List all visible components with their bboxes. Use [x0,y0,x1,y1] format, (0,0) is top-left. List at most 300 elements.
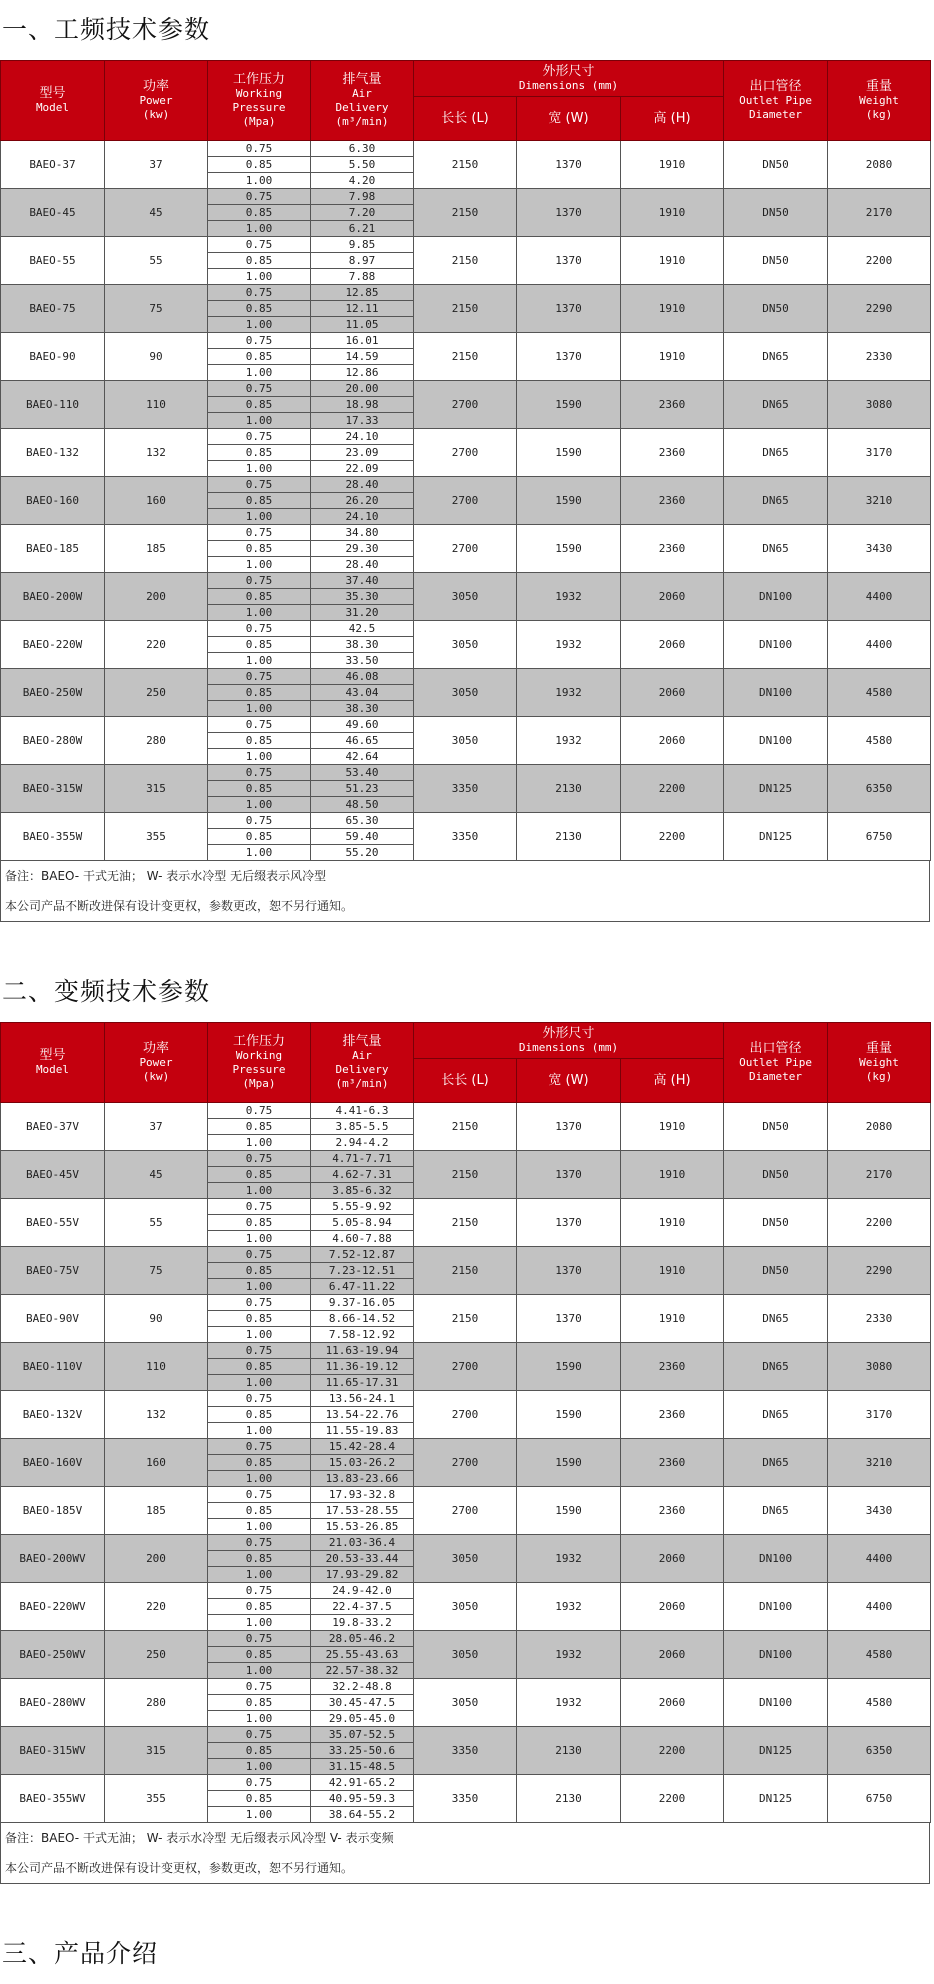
height-cell: 2360 [621,1391,724,1439]
length-cell: 3350 [414,765,517,813]
pressure-cell: 1.00 [208,557,311,573]
header-dimensions [414,61,724,97]
power-cell: 45 [105,189,208,237]
header-weight [828,1023,931,1103]
table-row [1,1247,931,1263]
width-cell: 1370 [517,1103,621,1151]
pressure-cell: 0.75 [208,1295,311,1311]
width-cell: 1370 [517,1199,621,1247]
length-cell: 3050 [414,669,517,717]
air-delivery-cell: 21.03-36.4 [311,1535,414,1551]
pressure-cell: 0.75 [208,1247,311,1263]
notes-box [0,1823,930,1884]
width-cell: 1932 [517,573,621,621]
weight-cell: 4580 [828,717,931,765]
length-cell: 3350 [414,1775,517,1823]
air-delivery-cell: 26.20 [311,493,414,509]
header-pipe-en1: Outlet Pipe [739,93,812,107]
pressure-cell: 0.75 [208,1535,311,1551]
power-cell: 37 [105,141,208,189]
power-cell: 160 [105,477,208,525]
weight-cell: 4580 [828,1679,931,1727]
air-delivery-cell: 4.71-7.71 [311,1151,414,1167]
weight-cell: 2330 [828,1295,931,1343]
length-cell: 2150 [414,333,517,381]
table-row [1,429,931,445]
length-cell: 2150 [414,189,517,237]
air-delivery-cell: 8.66-14.52 [311,1311,414,1327]
pressure-cell: 0.85 [208,1215,311,1231]
power-cell: 315 [105,1727,208,1775]
air-delivery-cell: 51.23 [311,781,414,797]
pressure-cell: 0.85 [208,157,311,173]
model-cell: BAEO-160V [1,1439,105,1487]
power-cell: 250 [105,669,208,717]
header-length-label: 长长 (L) [441,1072,489,1088]
header-pressure-en1: Working [235,1048,283,1062]
model-cell: BAEO-45 [1,189,105,237]
table-row [1,477,931,493]
model-cell: BAEO-75V [1,1247,105,1295]
outlet-pipe-cell: DN125 [724,765,828,813]
section-gap [0,922,934,962]
header-power [105,1023,208,1103]
pressure-cell: 1.00 [208,269,311,285]
pressure-cell: 1.00 [208,845,311,861]
header-model-en: Model [35,100,70,114]
header-model-cn: 型号 [39,1047,66,1063]
pressure-cell: 0.85 [208,1407,311,1423]
length-cell: 2150 [414,1295,517,1343]
header-height [621,1059,724,1103]
model-cell: BAEO-75 [1,285,105,333]
air-delivery-cell: 7.58-12.92 [311,1327,414,1343]
height-cell: 2360 [621,1439,724,1487]
width-cell: 2130 [517,765,621,813]
model-cell: BAEO-200W [1,573,105,621]
air-delivery-cell: 7.23-12.51 [311,1263,414,1279]
table-row [1,1487,931,1503]
height-cell: 2060 [621,1583,724,1631]
air-delivery-cell: 35.07-52.5 [311,1727,414,1743]
table-row [1,1583,931,1599]
header-power-en: Power [139,1055,173,1069]
model-cell: BAEO-37 [1,141,105,189]
header-outlet-pipe [724,1023,828,1103]
pressure-cell: 1.00 [208,1231,311,1247]
pressure-cell: 0.75 [208,1583,311,1599]
air-delivery-cell: 18.98 [311,397,414,413]
weight-cell: 4400 [828,573,931,621]
width-cell: 1370 [517,141,621,189]
pressure-cell: 0.85 [208,1695,311,1711]
weight-cell: 2290 [828,1247,931,1295]
weight-cell: 2290 [828,285,931,333]
power-cell: 160 [105,1439,208,1487]
weight-cell: 4580 [828,1631,931,1679]
outlet-pipe-cell: DN65 [724,381,828,429]
table-row [1,1151,931,1167]
width-cell: 1370 [517,285,621,333]
pressure-cell: 0.75 [208,1631,311,1647]
outlet-pipe-cell: DN125 [724,1727,828,1775]
air-delivery-cell: 11.55-19.83 [311,1423,414,1439]
model-cell: BAEO-250W [1,669,105,717]
model-cell: BAEO-185 [1,525,105,573]
table-row [1,141,931,157]
air-delivery-cell: 12.11 [311,301,414,317]
length-cell: 3050 [414,1583,517,1631]
air-delivery-cell: 13.83-23.66 [311,1471,414,1487]
air-delivery-cell: 59.40 [311,829,414,845]
height-cell: 1910 [621,1103,724,1151]
pressure-cell: 0.85 [208,637,311,653]
model-cell: BAEO-280W [1,717,105,765]
table-row [1,669,931,685]
pressure-cell: 0.75 [208,813,311,829]
pressure-cell: 0.85 [208,1311,311,1327]
pressure-cell: 1.00 [208,461,311,477]
height-cell: 2060 [621,1631,724,1679]
pressure-cell: 1.00 [208,1663,311,1679]
air-delivery-cell: 25.55-43.63 [311,1647,414,1663]
outlet-pipe-cell: DN65 [724,1487,828,1535]
length-cell: 2700 [414,525,517,573]
air-delivery-cell: 13.54-22.76 [311,1407,414,1423]
model-cell: BAEO-132 [1,429,105,477]
table-row [1,717,931,733]
length-cell: 3350 [414,813,517,861]
pressure-cell: 0.75 [208,477,311,493]
pressure-cell: 1.00 [208,749,311,765]
air-delivery-cell: 40.95-59.3 [311,1791,414,1807]
header-air-en1: Air [352,1048,372,1062]
height-cell: 2200 [621,1775,724,1823]
pressure-cell: 1.00 [208,1279,311,1295]
pressure-cell: 1.00 [208,413,311,429]
header-width [517,1059,621,1103]
model-cell: BAEO-45V [1,1151,105,1199]
header-pressure [208,61,311,141]
table-row [1,189,931,205]
pressure-cell: 1.00 [208,221,311,237]
height-cell: 2060 [621,621,724,669]
power-cell: 280 [105,717,208,765]
header-air-unit: (m³/min) [335,114,389,128]
pressure-cell: 1.00 [208,173,311,189]
air-delivery-cell: 35.30 [311,589,414,605]
air-delivery-cell: 3.85-5.5 [311,1119,414,1135]
weight-cell: 6750 [828,813,931,861]
length-cell: 2700 [414,429,517,477]
width-cell: 1932 [517,1679,621,1727]
weight-cell: 2200 [828,1199,931,1247]
air-delivery-cell: 24.10 [311,509,414,525]
weight-cell: 3430 [828,525,931,573]
height-cell: 1910 [621,333,724,381]
air-delivery-cell: 24.9-42.0 [311,1583,414,1599]
height-cell: 2360 [621,429,724,477]
air-delivery-cell: 4.60-7.88 [311,1231,414,1247]
weight-cell: 4400 [828,1535,931,1583]
header-pressure-cn: 工作压力 [232,1033,285,1049]
air-delivery-cell: 28.40 [311,477,414,493]
outlet-pipe-cell: DN50 [724,285,828,333]
pressure-cell: 0.75 [208,1439,311,1455]
pressure-cell: 1.00 [208,509,311,525]
weight-cell: 2170 [828,1151,931,1199]
pressure-cell: 0.85 [208,301,311,317]
length-cell: 2150 [414,1103,517,1151]
header-weight-en: Weight [859,93,899,107]
pressure-cell: 1.00 [208,1471,311,1487]
pressure-cell: 0.75 [208,1487,311,1503]
pressure-cell: 0.85 [208,493,311,509]
air-delivery-cell: 22.57-38.32 [311,1663,414,1679]
power-cell: 75 [105,1247,208,1295]
height-cell: 2060 [621,669,724,717]
header-outlet-pipe [724,61,828,141]
model-cell: BAEO-110V [1,1343,105,1391]
table-row [1,333,931,349]
pressure-cell: 0.85 [208,1359,311,1375]
header-air-cn: 排气量 [342,71,382,87]
outlet-pipe-cell: DN65 [724,525,828,573]
table-row [1,813,931,829]
pressure-cell: 0.75 [208,525,311,541]
weight-cell: 3170 [828,429,931,477]
height-cell: 1910 [621,1247,724,1295]
weight-cell: 3080 [828,1343,931,1391]
model-cell: BAEO-315WV [1,1727,105,1775]
power-cell: 55 [105,1199,208,1247]
air-delivery-cell: 6.21 [311,221,414,237]
air-delivery-cell: 7.88 [311,269,414,285]
length-cell: 3050 [414,717,517,765]
pressure-cell: 0.75 [208,1391,311,1407]
air-delivery-cell: 32.2-48.8 [311,1679,414,1695]
length-cell: 2700 [414,1487,517,1535]
height-cell: 2360 [621,1343,724,1391]
header-power [105,61,208,141]
air-delivery-cell: 65.30 [311,813,414,829]
air-delivery-cell: 6.30 [311,141,414,157]
header-pipe-en2: Diameter [749,1069,803,1083]
header-pipe-cn: 出口管径 [749,78,802,94]
pressure-cell: 0.75 [208,1199,311,1215]
width-cell: 1590 [517,1391,621,1439]
height-cell: 1910 [621,1199,724,1247]
pressure-cell: 0.75 [208,717,311,733]
table-row [1,1631,931,1647]
header-pressure-unit: (Mpa) [242,1076,276,1090]
model-cell: BAEO-220WV [1,1583,105,1631]
weight-cell: 4400 [828,1583,931,1631]
pressure-cell: 0.85 [208,781,311,797]
model-cell: BAEO-55V [1,1199,105,1247]
height-cell: 2060 [621,1535,724,1583]
header-width-label: 宽 (W) [548,110,589,126]
header-pressure-en2: Pressure [232,100,286,114]
weight-cell: 6750 [828,1775,931,1823]
table-row [1,1727,931,1743]
air-delivery-cell: 14.59 [311,349,414,365]
length-cell: 2700 [414,381,517,429]
header-model [1,61,105,141]
width-cell: 1932 [517,1583,621,1631]
width-cell: 2130 [517,1775,621,1823]
outlet-pipe-cell: DN100 [724,573,828,621]
pressure-cell: 0.85 [208,349,311,365]
pressure-cell: 1.00 [208,1711,311,1727]
height-cell: 2200 [621,765,724,813]
outlet-pipe-cell: DN50 [724,1103,828,1151]
height-cell: 1910 [621,1295,724,1343]
pressure-cell: 0.85 [208,1263,311,1279]
width-cell: 2130 [517,1727,621,1775]
header-dimensions [414,1023,724,1059]
pressure-cell: 0.75 [208,189,311,205]
outlet-pipe-cell: DN50 [724,1199,828,1247]
table-row [1,285,931,301]
pressure-cell: 1.00 [208,1423,311,1439]
pressure-cell: 0.75 [208,573,311,589]
weight-cell: 3170 [828,1391,931,1439]
air-delivery-cell: 11.63-19.94 [311,1343,414,1359]
weight-cell: 6350 [828,765,931,813]
outlet-pipe-cell: DN50 [724,189,828,237]
pressure-cell: 0.75 [208,1679,311,1695]
air-delivery-cell: 17.93-32.8 [311,1487,414,1503]
outlet-pipe-cell: DN65 [724,1295,828,1343]
power-cell: 110 [105,381,208,429]
air-delivery-cell: 22.09 [311,461,414,477]
air-delivery-cell: 3.85-6.32 [311,1183,414,1199]
power-cell: 315 [105,765,208,813]
air-delivery-cell: 33.25-50.6 [311,1743,414,1759]
pressure-cell: 0.75 [208,1103,311,1119]
power-cell: 355 [105,1775,208,1823]
air-delivery-cell: 55.20 [311,845,414,861]
width-cell: 1370 [517,189,621,237]
air-delivery-cell: 15.03-26.2 [311,1455,414,1471]
power-cell: 185 [105,525,208,573]
model-cell: BAEO-250WV [1,1631,105,1679]
header-weight-unit: (kg) [865,1069,893,1083]
table-row [1,765,931,781]
pressure-cell: 0.75 [208,1727,311,1743]
header-power-cn: 功率 [142,1040,169,1056]
model-cell: BAEO-37V [1,1103,105,1151]
power-cell: 45 [105,1151,208,1199]
outlet-pipe-cell: DN50 [724,1151,828,1199]
air-delivery-cell: 13.56-24.1 [311,1391,414,1407]
outlet-pipe-cell: DN65 [724,429,828,477]
table-row [1,1679,931,1695]
section-gap [0,1884,934,1924]
height-cell: 2060 [621,717,724,765]
pressure-cell: 0.85 [208,541,311,557]
table-row [1,237,931,253]
header-pipe-cn: 出口管径 [749,1040,802,1056]
model-cell: BAEO-220W [1,621,105,669]
pressure-cell: 1.00 [208,1759,311,1775]
pressure-cell: 0.85 [208,1791,311,1807]
pressure-cell: 0.75 [208,333,311,349]
air-delivery-cell: 46.08 [311,669,414,685]
air-delivery-cell: 17.53-28.55 [311,1503,414,1519]
header-row [1,61,931,97]
header-weight [828,61,931,141]
air-delivery-cell: 4.41-6.3 [311,1103,414,1119]
outlet-pipe-cell: DN125 [724,813,828,861]
width-cell: 1590 [517,429,621,477]
air-delivery-cell: 8.97 [311,253,414,269]
air-delivery-cell: 11.65-17.31 [311,1375,414,1391]
header-dim-cn: 外形尺寸 [542,63,595,79]
header-air-delivery [311,61,414,141]
pressure-cell: 0.85 [208,205,311,221]
outlet-pipe-cell: DN100 [724,1583,828,1631]
model-cell: BAEO-355WV [1,1775,105,1823]
height-cell: 2360 [621,1487,724,1535]
model-cell: BAEO-90 [1,333,105,381]
pressure-cell: 0.85 [208,1455,311,1471]
table-row [1,621,931,637]
pressure-cell: 1.00 [208,605,311,621]
width-cell: 1370 [517,1151,621,1199]
pressure-cell: 1.00 [208,1183,311,1199]
header-weight-cn: 重量 [866,1040,893,1056]
pressure-cell: 0.75 [208,1343,311,1359]
header-dim-en: Dimensions (mm) [518,1040,619,1054]
air-delivery-cell: 17.33 [311,413,414,429]
pressure-cell: 1.00 [208,1327,311,1343]
outlet-pipe-cell: DN50 [724,1247,828,1295]
air-delivery-cell: 9.85 [311,237,414,253]
length-cell: 3050 [414,573,517,621]
power-cell: 90 [105,333,208,381]
air-delivery-cell: 9.37-16.05 [311,1295,414,1311]
air-delivery-cell: 11.36-19.12 [311,1359,414,1375]
length-cell: 3350 [414,1727,517,1775]
width-cell: 2130 [517,813,621,861]
table-row [1,1103,931,1119]
pressure-cell: 0.85 [208,1167,311,1183]
pressure-cell: 1.00 [208,365,311,381]
length-cell: 2700 [414,1391,517,1439]
length-cell: 2150 [414,141,517,189]
height-cell: 1910 [621,1151,724,1199]
weight-cell: 3210 [828,477,931,525]
air-delivery-cell: 4.20 [311,173,414,189]
outlet-pipe-cell: DN100 [724,621,828,669]
air-delivery-cell: 38.64-55.2 [311,1807,414,1823]
width-cell: 1590 [517,525,621,573]
height-cell: 2360 [621,477,724,525]
width-cell: 1590 [517,381,621,429]
air-delivery-cell: 48.50 [311,797,414,813]
height-cell: 1910 [621,189,724,237]
weight-cell: 2080 [828,141,931,189]
pressure-cell: 1.00 [208,1615,311,1631]
pressure-cell: 0.85 [208,1551,311,1567]
note-line: 备注：BAEO- 干式无油； W- 表示水冷型 无后缀表示风冷型 V- 表示变频 [5,1831,394,1845]
length-cell: 3050 [414,1631,517,1679]
length-cell: 2150 [414,285,517,333]
table-row [1,1775,931,1791]
header-air-cn: 排气量 [342,1033,382,1049]
